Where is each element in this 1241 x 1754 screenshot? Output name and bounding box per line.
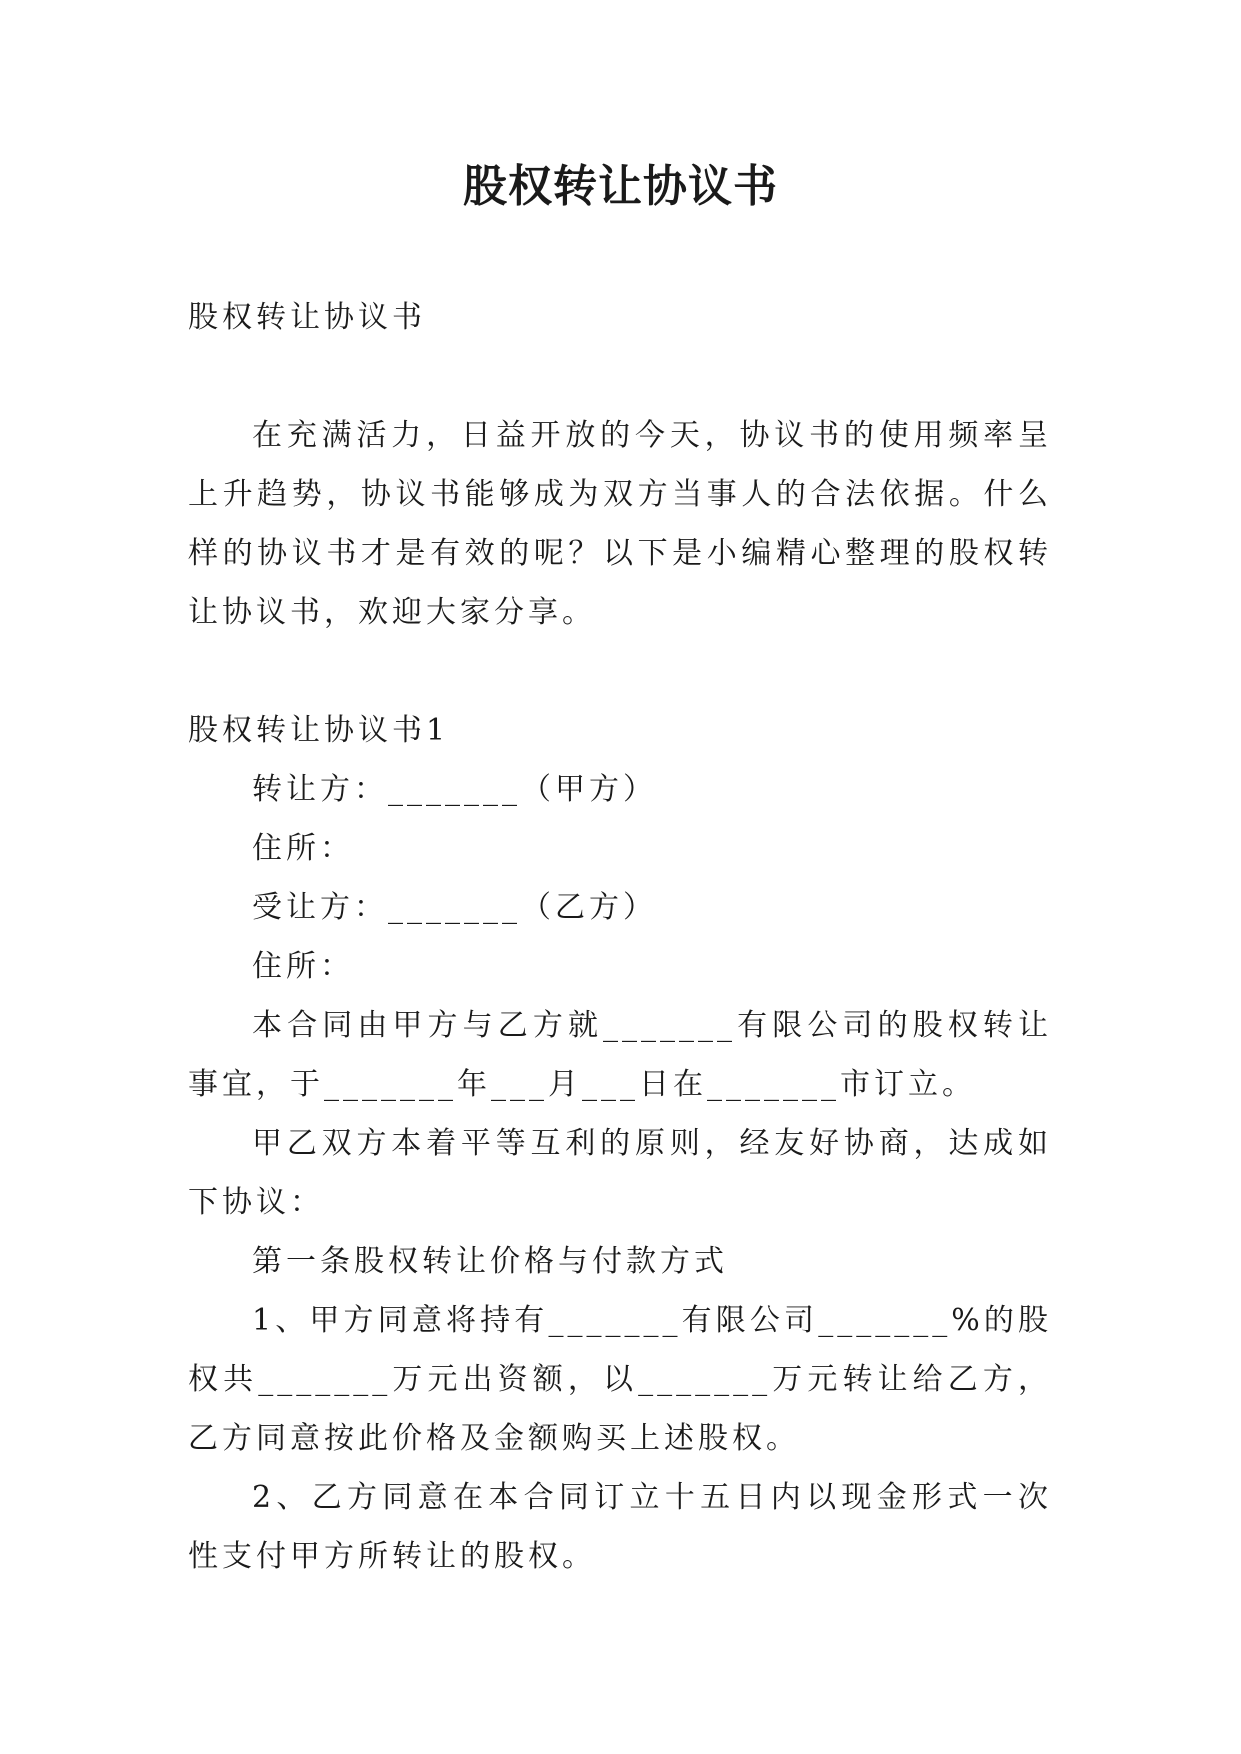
clause-paragraph-2: 2、乙方同意在本合同订立十五日内以现金形式一次性支付甲方所转让的股权。 [188,1480,1052,1574]
agreement-intro-paragraph: 甲乙双方本着平等互利的原则，经友好协商，达成如下协议： [188,1126,1052,1220]
clause-paragraph-1: 1、甲方同意将持有_______有限公司_______%的股权共_______万元出资额，以_______万元转让给乙方，乙方同意按此价格及金额购买上述股权。 [188,1303,1052,1456]
document-title: 股权转让协议书 [463,161,778,212]
contract-basis-paragraph: 本合同由甲方与乙方就_______有限公司的股权转让事宜，于_______年___月___日在_______市订立。 [188,1008,1052,1102]
document-body [188,288,1052,1586]
transferee-address-line: 住所： [252,949,354,984]
document-subtitle: 股权转让协议书 [188,300,426,335]
intro-paragraph: 在充满活力，日益开放的今天，协议书的使用频率呈上升趋势，协议书能够成为双方当事人的合法依据。什么样的协议书才是有效的呢？以下是小编精心整理的股权转让协议书，欢迎大家分享。 [188,418,1052,630]
transferor-line: 转让方：_______（甲方） [252,772,657,807]
transferor-address-line: 住所： [252,831,354,866]
article-heading: 第一条股权转让价格与付款方式 [252,1244,728,1279]
section-heading: 股权转让协议书1 [188,713,450,748]
transferee-line: 受让方：_______（乙方） [252,890,657,925]
